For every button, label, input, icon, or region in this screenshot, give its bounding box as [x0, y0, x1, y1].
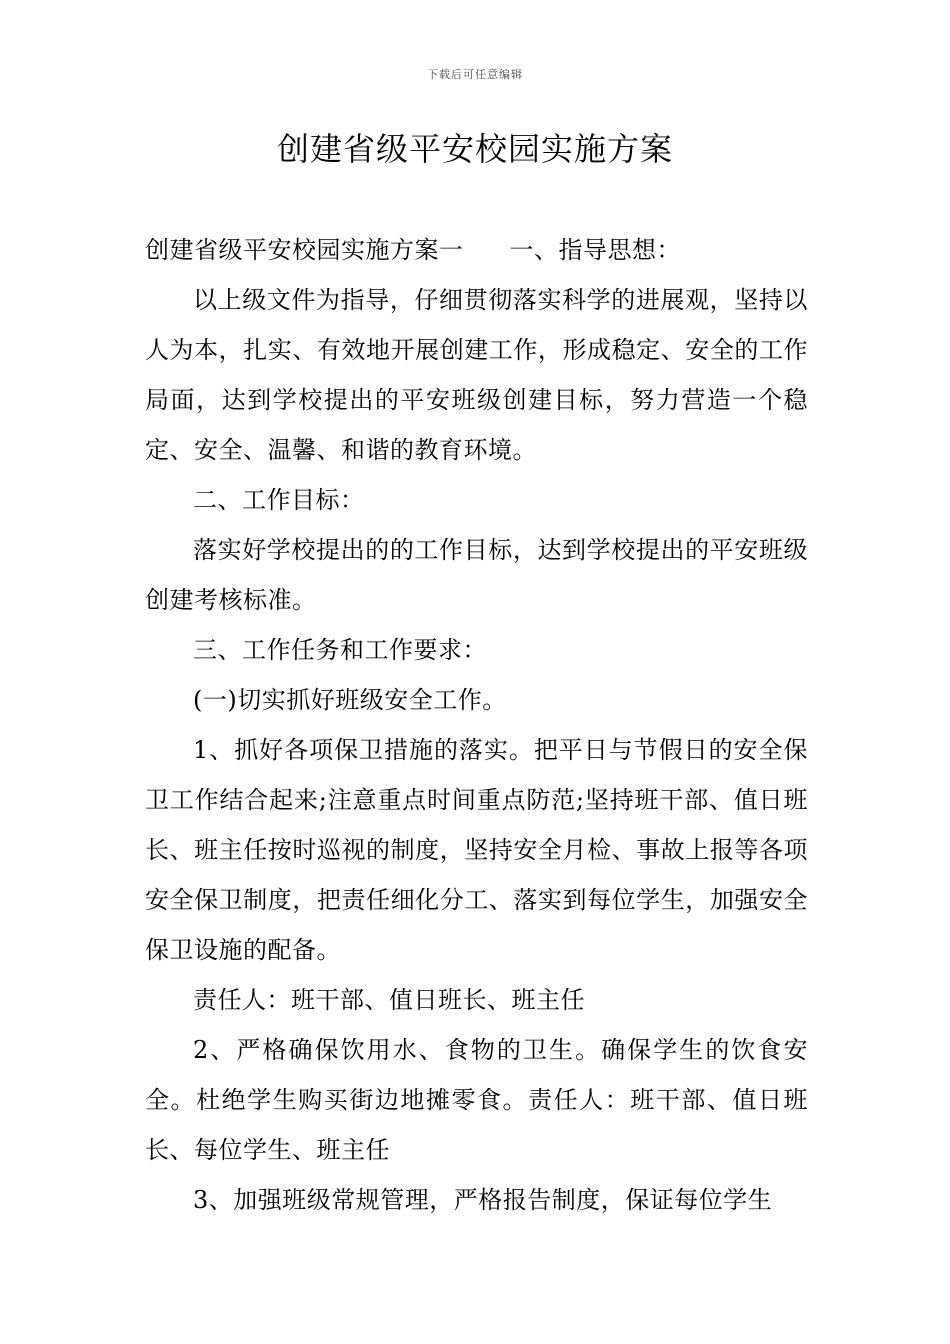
section-heading-tasks: 三、工作任务和工作要求： [193, 636, 487, 664]
intro-line [145, 225, 808, 275]
paragraph-item-3: 3、加强班级常规管理，严格报告制度，保证每位学生 [193, 1186, 773, 1214]
paragraph-item-2: 2、严格确保饮用水、食物的卫生。确保学生的饮食安全。杜绝学生购买街边地摊零食。责任人：班干部、值日班长、每位学生、班主任 [145, 1036, 808, 1164]
subheading-class-safety: (一)切实抓好班级安全工作。 [193, 686, 507, 714]
paragraph-work-goals: 落实好学校提出的的工作目标，达到学校提出的平安班级创建考核标准。 [145, 536, 808, 614]
section-heading-work-goals: 二、工作目标： [193, 486, 365, 514]
doc-label: 创建省级平安校园实施方案一 [145, 236, 464, 264]
document-title: 创建省级平安校园实施方案 [276, 130, 673, 168]
paragraph-item-1: 1、抓好各项保卫措施的落实。把平日与节假日的安全保卫工作结合起来;注意重点时间重点防范;坚持班干部、值日班长、班主任按时巡视的制度，坚持安全月检、事故上报等各项安全保卫制度，把责任细化分工、落实到每位学生，加强安全保卫设施的配备。 [145, 736, 808, 964]
paragraph-guiding-ideology: 以上级文件为指导，仔细贯彻落实科学的进展观，坚持以人为本，扎实、有效地开展创建工作，形成稳定、安全的工作局面，达到学校提出的平安班级创建目标，努力营造一个稳定、安全、温馨、和谐的教育环境。 [145, 286, 808, 464]
paragraph-responsible-1: 责任人：班干部、值日班长、班主任 [193, 986, 585, 1014]
section-heading-guiding-ideology: 一、指导思想： [509, 236, 681, 264]
document-body [145, 225, 808, 1225]
header-note: 下载后可任意编辑 [427, 68, 523, 81]
